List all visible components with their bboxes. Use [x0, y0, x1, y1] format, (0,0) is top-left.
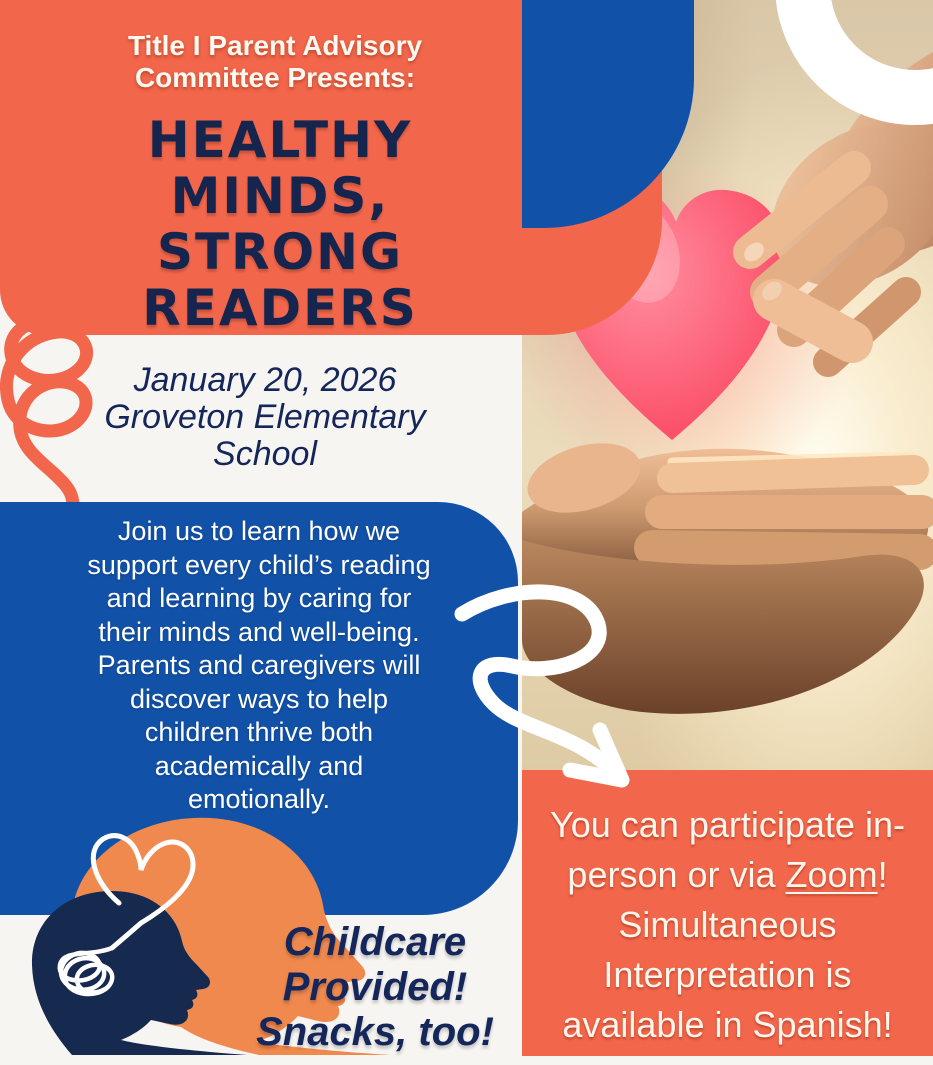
perks-line: Childcare — [283, 920, 467, 964]
participation-text — [522, 770, 933, 1050]
description-line: Join us to learn how we — [117, 516, 401, 546]
participation-line-pre: person or via — [567, 854, 786, 895]
description-line: support every child’s reading — [87, 549, 431, 580]
event-date-location — [15, 362, 515, 473]
perks-text — [215, 920, 535, 1055]
participation-line: Interpretation is — [603, 954, 852, 995]
participation-line: Simultaneous — [618, 904, 837, 945]
participation-line: available in Spanish! — [562, 1004, 893, 1045]
kicker-line: Title I Parent Advisory — [127, 30, 423, 61]
curved-arrow-icon — [438, 572, 668, 812]
description-line: Parents and caregivers will — [97, 650, 421, 680]
zoom-link[interactable]: Zoom — [785, 854, 878, 895]
description-line: emotionally. — [187, 784, 331, 814]
perks-line: Provided! — [282, 965, 468, 1009]
page-title — [30, 112, 530, 336]
description-line: academically and — [154, 750, 364, 781]
participation-line-post: ! — [877, 854, 888, 895]
participation-box — [522, 770, 933, 1056]
description-line: children thrive both — [144, 717, 374, 747]
title-line: HEALTHY — [147, 111, 413, 169]
event-location: Groveton Elementary — [104, 398, 426, 436]
participation-line: You can participate in- — [550, 804, 905, 845]
kicker-line: Committee Presents: — [134, 62, 416, 93]
title-line: STRONG — [156, 223, 403, 281]
description-text — [29, 515, 489, 817]
title-line: MINDS, — [170, 167, 390, 225]
description-line: their minds and well-being. — [98, 616, 420, 647]
participation-line — [522, 850, 933, 900]
title-line: READERS — [142, 279, 418, 337]
perks-line: Snacks, too! — [256, 1010, 494, 1054]
event-location: School — [213, 435, 317, 473]
event-date: January 20, 2026 — [133, 361, 397, 399]
kicker — [35, 30, 515, 94]
description-line: discover ways to help — [129, 683, 389, 714]
description-line: and learning by caring for — [106, 583, 412, 613]
